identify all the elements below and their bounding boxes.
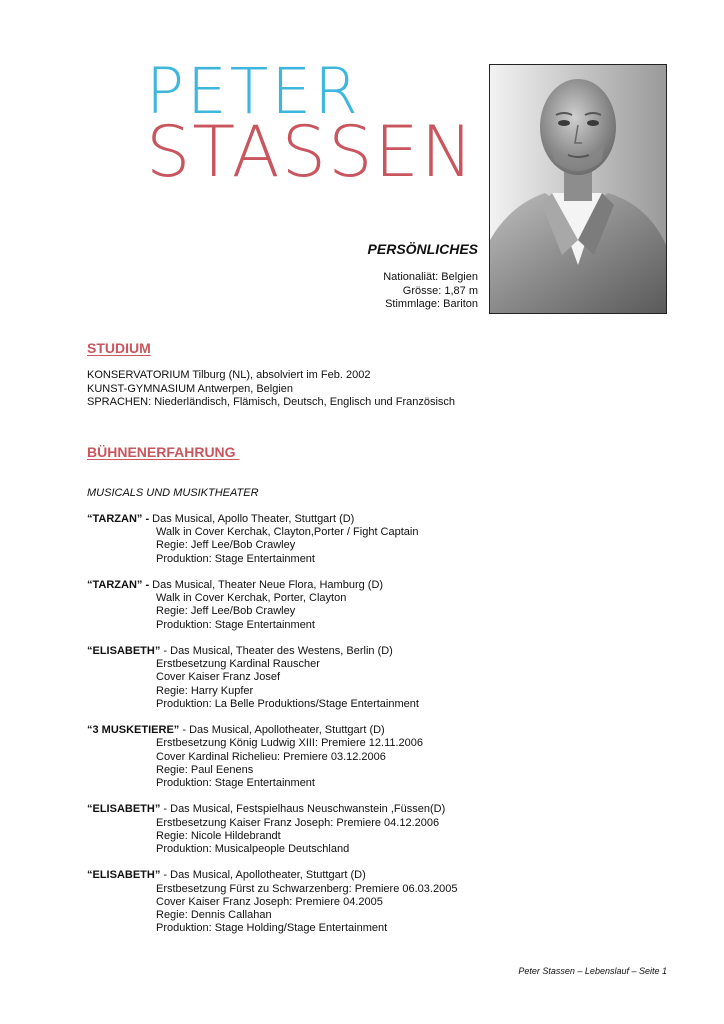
entry-title: “3 MUSKETIERE”	[87, 724, 180, 737]
stage-entry	[87, 803, 457, 856]
studium-heading: STUDIUM	[87, 340, 151, 356]
entry-detail: Produktion: Stage Entertainment	[156, 777, 315, 790]
studium-item: KUNST-GYMNASIUM Antwerpen, Belgien	[87, 382, 294, 395]
entry-description: - Das Musical, Apollotheater, Stuttgart (D)	[179, 724, 385, 737]
stage-entry	[87, 513, 457, 566]
entry-title: “ELISABETH”	[87, 803, 161, 816]
stage-entry	[87, 724, 457, 790]
entry-title: “ELISABETH”	[87, 869, 161, 882]
page-footer: Peter Stassen – Lebenslauf – Seite 1	[518, 966, 667, 976]
entry-title: “ELISABETH”	[87, 645, 161, 657]
entry-title: “TARZAN” -	[87, 579, 150, 591]
entry-detail: Produktion: La Belle Produktions/Stage Entertainment	[156, 697, 419, 710]
entry-detail: Regie: Jeff Lee/Bob Crawley	[156, 539, 296, 552]
entry-detail: Walk in Cover Kerchak, Clayton,Porter / Fight Captain	[156, 526, 419, 539]
musicals-subheading: MUSICALS UND MUSIKTHEATER	[87, 487, 259, 499]
stage-entries	[87, 513, 457, 949]
entry-detail: Regie: Dennis Callahan	[156, 909, 272, 922]
entry-description: Das Musical, Apollo Theater, Stuttgart (D)	[149, 513, 355, 525]
entry-description: - Das Musical, Apollotheater, Stuttgart (D)	[160, 869, 366, 882]
entry-detail: Produktion: Stage Entertainment	[156, 618, 315, 631]
portrait-photo	[489, 64, 667, 314]
entry-detail: Produktion: Musicalpeople Deutschland	[156, 843, 350, 856]
entry-detail: Produktion: Stage Entertainment	[156, 552, 315, 565]
entry-detail: Cover Kardinal Richelieu: Premiere 03.12.2006	[156, 750, 386, 763]
stage-entry	[87, 579, 457, 632]
personal-info-list	[383, 271, 478, 312]
entry-detail: Walk in Cover Kerchak, Porter, Clayton	[156, 592, 347, 605]
entry-description: - Das Musical, Theater des Westens, Berlin (D)	[160, 645, 393, 657]
entry-detail: Cover Kaiser Franz Joseph: Premiere 04.2005	[156, 895, 383, 908]
personal-voice-type: Stimmlage: Bariton	[385, 298, 478, 310]
stage-entry	[87, 645, 457, 711]
entry-detail: Regie: Paul Eenens	[156, 763, 254, 776]
personal-nationality: Nationaliät: Belgien	[383, 271, 478, 283]
buehne-heading: BÜHNENERFAHRUNG	[87, 444, 240, 460]
stage-entry	[87, 869, 457, 935]
entry-detail: Regie: Jeff Lee/Bob Crawley	[156, 605, 296, 618]
entry-detail: Regie: Nicole Hildebrandt	[156, 829, 281, 842]
entry-detail: Erstbesetzung Fürst zu Schwarzenberg: Premiere 06.03.2005	[156, 882, 458, 895]
entry-detail: Erstbesetzung Kardinal Rauscher	[156, 658, 320, 671]
personal-height: Grösse: 1,87 m	[402, 284, 478, 297]
entry-detail: Produktion: Stage Holding/Stage Entertainment	[156, 922, 388, 935]
personal-heading: PERSÖNLICHES	[367, 241, 478, 257]
entry-description: Das Musical, Theater Neue Flora, Hamburg (D)	[149, 579, 384, 591]
entry-title: “TARZAN” -	[87, 513, 150, 525]
entry-detail: Erstbesetzung König Ludwig XIII: Premiere 12.11.2006	[156, 737, 424, 750]
studium-item: KONSERVATORIUM Tilburg (NL), absolviert im Feb. 2002	[87, 369, 371, 381]
last-name: STASSEN	[146, 111, 476, 193]
entry-detail: Regie: Harry Kupfer	[156, 684, 254, 697]
entry-description: - Das Musical, Festspielhaus Neuschwanstein ,Füssen(D)	[160, 803, 446, 816]
studium-item: SPRACHEN: Niederländisch, Flämisch, Deutsch, Englisch und Französisch	[87, 396, 456, 408]
entry-detail: Cover Kaiser Franz Josef	[156, 671, 281, 684]
entry-detail: Erstbesetzung Kaiser Franz Joseph: Premiere 04.12.2006	[156, 816, 440, 829]
first-name: PETER	[146, 55, 361, 128]
studium-list	[87, 369, 455, 410]
